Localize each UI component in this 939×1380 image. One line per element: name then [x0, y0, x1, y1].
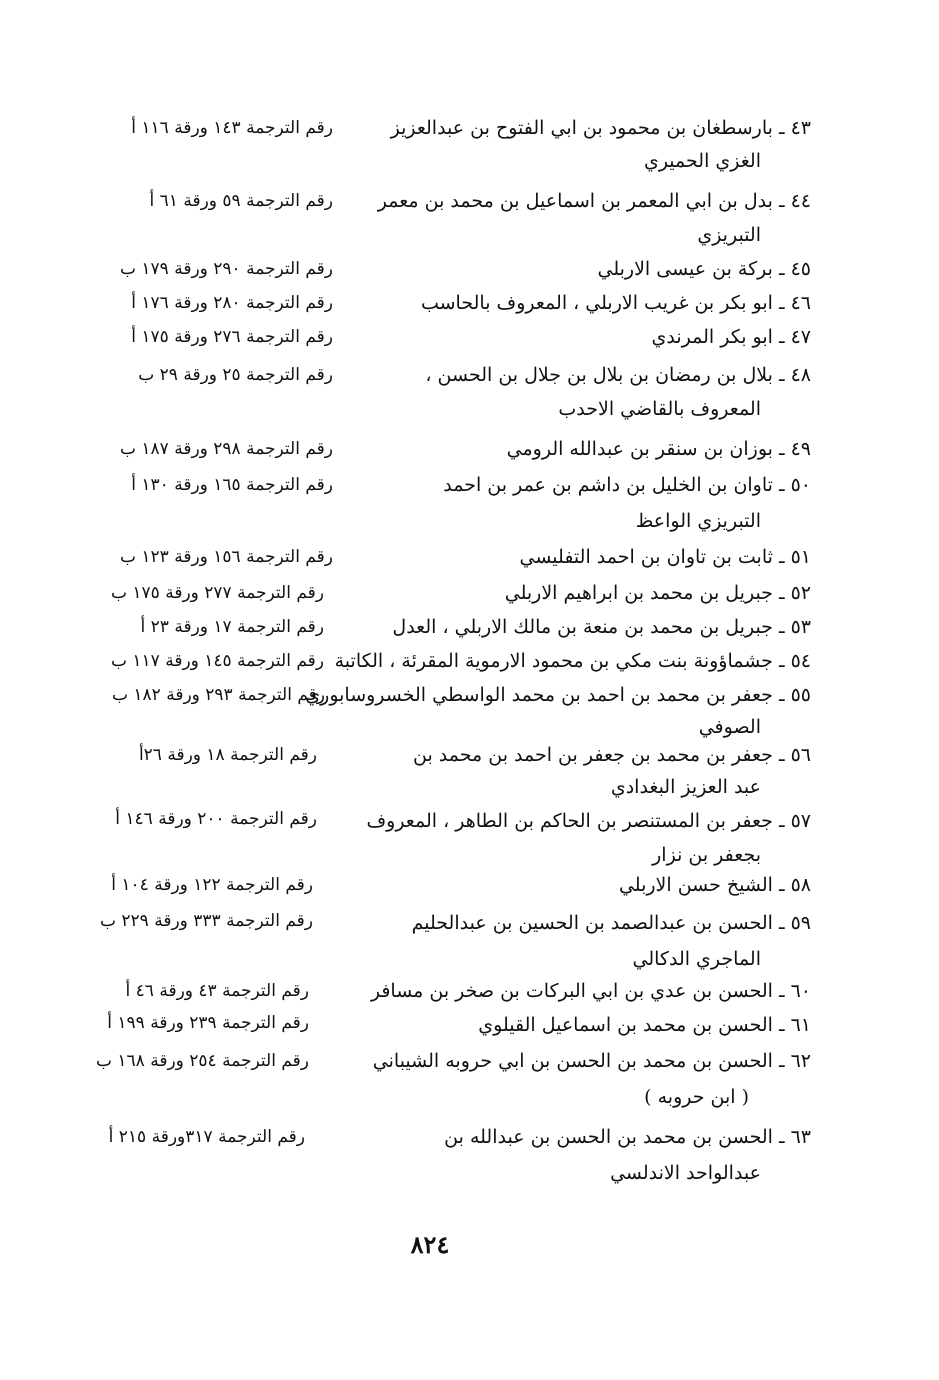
entry-63-ref: رقم الترجمة ٣١٧ورقة ٢١٥ أ — [108, 1127, 305, 1147]
entry-45-line-1: ٤٥ ـ بركة بن عيسى الاربلي — [597, 258, 811, 280]
page-number: ٨٢٤ — [410, 1230, 450, 1259]
entry-60-line-1: ٦٠ ـ الحسن بن عدي بن ابي البركات بن صخر بن مسافر — [370, 980, 811, 1002]
entry-62-ref: رقم الترجمة ٢٥٤ ورقة ١٦٨ ب — [95, 1051, 309, 1071]
entry-55-line-2: الصوفي — [698, 716, 761, 738]
entry-51-line-1: ٥١ ـ ثابت بن تاوان بن احمد التفليسي — [519, 546, 811, 568]
entry-53-line-1: ٥٣ ـ جبريل بن محمد بن منعة بن مالك الاربلي ، العدل — [392, 616, 811, 638]
entry-61-ref: رقم الترجمة ٢٣٩ ورقة ١٩٩ أ — [107, 1013, 309, 1033]
entry-54-line-1: ٥٤ ـ جشماؤونة بنت مكي بن محمود الارموية المقرئة ، الكاتبة — [334, 650, 811, 672]
entry-47-ref: رقم الترجمة ٢٧٦ ورقة ١٧٥ أ — [131, 327, 333, 347]
entry-45-ref: رقم الترجمة ٢٩٠ ورقة ١٧٩ ب — [119, 259, 333, 279]
entry-48-line-1: ٤٨ ـ بلال بن رمضان بن بلال بن جلال بن الحسن ، — [425, 364, 811, 386]
entry-61-line-1: ٦١ ـ الحسن بن محمد بن اسماعيل القيلوي — [478, 1014, 811, 1036]
entry-44-line-2: التبريزي — [697, 224, 761, 246]
entry-46-line-1: ٤٦ ـ ابو بكر بن غريب الاربلي ، المعروف بالحاسب — [420, 292, 811, 314]
entry-58-line-1: ٥٨ ـ الشيخ حسن الاربلي — [618, 874, 811, 896]
entry-59-line-2: الماجري الدكالي — [632, 948, 761, 970]
entry-43-ref: رقم الترجمة ١٤٣ ورقة ١١٦ أ — [131, 118, 333, 138]
entry-63-line-1: ٦٣ ـ الحسن بن محمد بن الحسن بن عبدالله بن — [444, 1126, 811, 1148]
entry-44-ref: رقم الترجمة ٥٩ ورقة ٦١ أ — [149, 191, 333, 211]
entry-62-line-1: ٦٢ ـ الحسن بن محمد بن الحسن بن ابي حروبه الشيباني — [372, 1050, 811, 1072]
entry-57-ref: رقم الترجمة ٢٠٠ ورقة ١٤٦ أ — [115, 809, 317, 829]
entry-63-line-2: عبدالواحد الاندلسي — [610, 1162, 761, 1184]
entry-43-line-2: الغزي الحميري — [643, 150, 761, 172]
entry-52-line-1: ٥٢ ـ جبريل بن محمد بن ابراهيم الاربلي — [504, 582, 811, 604]
entry-56-ref: رقم الترجمة ١٨ ورقة ٢٦أ — [138, 745, 317, 765]
entry-50-ref: رقم الترجمة ١٦٥ ورقة ١٣٠ أ — [131, 475, 333, 495]
entry-53-ref: رقم الترجمة ١٧ ورقة ٢٣ أ — [140, 617, 324, 637]
entry-49-line-1: ٤٩ ـ بوزان بن سنقر بن عبدالله الرومي — [506, 438, 811, 460]
entry-56-line-1: ٥٦ ـ جعفر بن محمد بن جعفر بن احمد بن محمد بن — [413, 744, 811, 766]
entry-58-ref: رقم الترجمة ١٢٢ ورقة ١٠٤ أ — [111, 875, 313, 895]
entry-49-ref: رقم الترجمة ٢٩٨ ورقة ١٨٧ ب — [119, 439, 333, 459]
entry-50-line-1: ٥٠ ـ تاوان بن الخليل بن داشم بن عمر بن احمد — [443, 474, 811, 496]
entry-43-line-1: ٤٣ ـ بارسطغان بن محمود بن ابي الفتوح بن عبدالعزيز — [390, 117, 811, 139]
entry-59-line-1: ٥٩ ـ الحسن بن عبدالصمد بن الحسين بن عبدالحليم — [411, 912, 811, 934]
entry-52-ref: رقم الترجمة ٢٧٧ ورقة ١٧٥ ب — [110, 583, 324, 603]
entry-51-ref: رقم الترجمة ١٥٦ ورقة ١٢٣ ب — [119, 547, 333, 567]
entry-57-line-1: ٥٧ ـ جعفر بن المستنصر بن الحاكم بن الطاهر ، المعروف — [366, 810, 811, 832]
entry-47-line-1: ٤٧ ـ ابو بكر المرندي — [651, 326, 811, 348]
entry-60-ref: رقم الترجمة ٤٣ ورقة ٤٦ أ — [125, 981, 309, 1001]
entry-48-ref: رقم الترجمة ٢٥ ورقة ٢٩ ب — [138, 365, 333, 385]
entry-56-line-2: عبد العزيز البغدادي — [610, 776, 761, 798]
entry-62-line-2: ( ابن حروبه ) — [644, 1086, 749, 1108]
entry-50-line-2: التبريزي الواعظ — [635, 510, 761, 532]
entry-46-ref: رقم الترجمة ٢٨٠ ورقة ١٧٦ أ — [131, 293, 333, 313]
entry-55-ref: رقم الترجمة ٢٩٣ ورقة ١٨٢ ب — [111, 685, 325, 705]
entry-48-line-2: المعروف بالقاضي الاحدب — [558, 398, 761, 420]
entry-55-line-1: ٥٥ ـ جعفر بن محمد بن احمد بن محمد الواسطي الخسروسابوري — [305, 684, 811, 706]
entry-44-line-1: ٤٤ ـ بدل بن ابي المعمر بن اسماعيل بن محمد بن معمر — [377, 190, 811, 212]
entry-54-ref: رقم الترجمة ١٤٥ ورقة ١١٧ ب — [110, 651, 324, 671]
entry-59-ref: رقم الترجمة ٣٣٣ ورقة ٢٢٩ ب — [99, 911, 313, 931]
entry-57-line-2: بجعفر بن نزار — [652, 844, 761, 866]
